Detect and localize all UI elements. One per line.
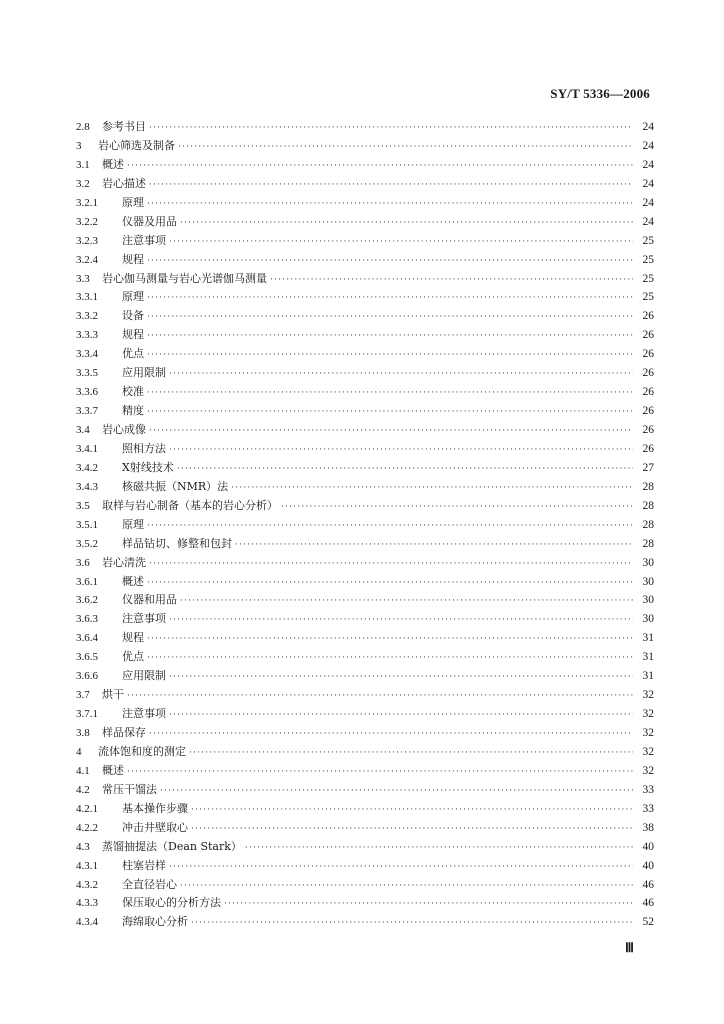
toc-entry[interactable] <box>76 857 654 876</box>
toc-entry[interactable] <box>76 270 654 289</box>
toc-entry-title: X射线技术 <box>122 460 174 474</box>
toc-entry[interactable] <box>76 838 654 857</box>
toc-entry-page: 26 <box>642 405 654 418</box>
toc-entry[interactable] <box>76 307 654 326</box>
toc-entry[interactable] <box>76 667 654 686</box>
toc-entry-number: 3.7.1 <box>76 708 98 721</box>
toc-entry[interactable] <box>76 591 654 610</box>
toc-entry-page: 24 <box>642 121 654 133</box>
toc-entry-page: 25 <box>642 253 654 266</box>
toc-entry-title: 原理 <box>122 290 144 304</box>
dot-leader <box>180 214 633 233</box>
dot-leader <box>177 460 633 479</box>
toc-entry[interactable] <box>76 251 654 270</box>
toc-entry-title: 仪器和用品 <box>122 593 177 607</box>
dot-leader <box>245 839 633 858</box>
toc-entry-number: 3.1 <box>76 158 90 171</box>
toc-entry-title: 流体饱和度的测定 <box>98 744 186 758</box>
toc-entry-number: 3.4 <box>76 424 90 436</box>
toc-entry-number: 3.3.5 <box>76 367 98 380</box>
toc-entry-title: 优点 <box>122 650 144 664</box>
toc-entry-number: 4.2 <box>76 783 90 796</box>
toc-entry[interactable] <box>76 535 654 554</box>
toc-entry-title: 设备 <box>122 309 144 323</box>
dot-leader <box>169 858 633 877</box>
dot-leader <box>180 877 633 896</box>
dot-leader <box>169 611 633 630</box>
toc-entry[interactable] <box>76 194 654 213</box>
toc-entry[interactable] <box>76 175 654 194</box>
toc-entry-number: 3.3.1 <box>76 291 98 304</box>
dot-leader <box>191 801 633 820</box>
toc-entry-title: 照相方法 <box>122 441 166 455</box>
toc-entry-title: 烘干 <box>102 688 124 702</box>
toc-entry[interactable] <box>76 648 654 667</box>
standard-code: SY/T 5336—2006 <box>550 86 650 101</box>
dot-leader <box>149 725 633 744</box>
toc-entry-page: 28 <box>642 537 654 550</box>
dot-leader <box>147 252 633 271</box>
toc-entry-title: 岩心描述 <box>102 176 146 190</box>
toc-entry-title: 样品钻切、修整和包封 <box>122 536 232 550</box>
dot-leader <box>169 668 633 687</box>
toc-entry-page: 27 <box>642 461 654 474</box>
toc-entry[interactable] <box>76 610 654 629</box>
toc-entry-title: 取样与岩心制备（基本的岩心分析） <box>102 498 278 512</box>
toc-entry-number: 2.8 <box>76 121 90 133</box>
dot-leader <box>191 820 633 839</box>
toc-entry-page: 30 <box>642 613 654 626</box>
toc-entry[interactable] <box>76 516 654 535</box>
toc-entry-page: 40 <box>642 840 654 853</box>
table-of-contents <box>76 118 654 932</box>
toc-entry[interactable] <box>76 118 654 137</box>
toc-entry-number: 3.5.2 <box>76 537 98 550</box>
toc-entry-page: 28 <box>642 518 654 531</box>
toc-entry-number: 4.1 <box>76 764 90 777</box>
dot-leader <box>147 574 633 593</box>
dot-leader <box>149 555 633 574</box>
dot-leader <box>127 687 633 706</box>
toc-entry-number: 3.3.7 <box>76 405 98 418</box>
toc-entry-title: 原理 <box>122 517 144 531</box>
toc-entry-title: 样品保存 <box>102 726 146 739</box>
toc-entry[interactable] <box>76 459 654 478</box>
dot-leader <box>147 649 633 668</box>
dot-leader <box>149 119 633 138</box>
toc-entry-title: 注意事项 <box>122 233 166 247</box>
toc-entry-title: 岩心成像 <box>102 423 146 436</box>
toc-entry-page: 26 <box>642 386 654 399</box>
dot-leader <box>147 517 633 536</box>
toc-entry-number: 3.2.3 <box>76 234 98 247</box>
toc-entry-page: 31 <box>642 632 654 645</box>
toc-entry-title: 岩心筛选及制备 <box>98 138 175 152</box>
toc-entry-title: 规程 <box>122 631 144 645</box>
dot-leader <box>235 536 633 555</box>
toc-entry[interactable] <box>76 573 654 592</box>
toc-entry-title: 岩心清洗 <box>102 555 146 569</box>
dot-leader <box>149 422 633 441</box>
toc-entry[interactable] <box>76 724 654 743</box>
toc-entry-page: 26 <box>642 442 654 455</box>
dot-leader <box>147 327 633 346</box>
dot-leader <box>127 763 633 782</box>
dot-leader <box>127 157 633 176</box>
toc-entry[interactable] <box>76 345 654 364</box>
toc-entry-number: 3.6.5 <box>76 651 98 664</box>
toc-entry-page: 32 <box>642 745 654 758</box>
toc-entry-page: 24 <box>642 158 654 171</box>
toc-entry-page: 32 <box>642 764 654 777</box>
toc-entry-number: 3 <box>76 139 82 152</box>
toc-entry-title: 概述 <box>102 157 124 171</box>
dot-leader <box>147 289 633 308</box>
toc-entry-number: 3.3 <box>76 272 90 285</box>
toc-entry-title: 柱塞岩样 <box>122 858 166 872</box>
toc-entry-number: 4.3.3 <box>76 897 98 910</box>
toc-entry-number: 3.3.6 <box>76 386 98 399</box>
toc-entry[interactable] <box>76 762 654 781</box>
toc-entry[interactable] <box>76 743 654 762</box>
toc-entry-page: 24 <box>642 139 654 152</box>
toc-entry-title: 仪器及用品 <box>122 214 177 228</box>
toc-entry-number: 3.4.2 <box>76 461 98 474</box>
toc-entry[interactable] <box>76 819 654 838</box>
toc-entry-page: 52 <box>642 916 654 929</box>
toc-entry-page: 46 <box>642 878 654 891</box>
toc-entry-title: 岩心伽马测量与岩心光谱伽马测量 <box>102 271 267 285</box>
toc-entry[interactable] <box>76 421 654 440</box>
toc-entry-page: 26 <box>642 310 654 323</box>
toc-entry-title: 保压取心的分析方法 <box>122 896 221 910</box>
toc-entry-page: 30 <box>642 575 654 588</box>
toc-entry-page: 24 <box>642 196 654 209</box>
dot-leader <box>270 271 633 290</box>
toc-entry-number: 3.8 <box>76 727 90 739</box>
dot-leader <box>281 498 633 517</box>
toc-entry-title: 冲击井壁取心 <box>122 820 188 834</box>
toc-entry[interactable] <box>76 137 654 156</box>
toc-entry[interactable] <box>76 497 654 516</box>
toc-entry-page: 33 <box>642 783 654 796</box>
dot-leader <box>224 895 633 914</box>
toc-entry[interactable] <box>76 440 654 459</box>
toc-entry-page: 24 <box>642 215 654 228</box>
toc-entry-title: 核磁共振（NMR）法 <box>122 479 229 493</box>
toc-entry-number: 3.6.3 <box>76 613 98 626</box>
dot-leader <box>180 592 633 611</box>
toc-entry-title: 规程 <box>122 328 144 342</box>
toc-entry[interactable] <box>76 213 654 232</box>
toc-entry-number: 3.2.2 <box>76 215 98 228</box>
toc-entry[interactable] <box>76 402 654 421</box>
dot-leader <box>191 914 633 933</box>
toc-entry[interactable] <box>76 364 654 383</box>
toc-entry-number: 3.3.4 <box>76 348 98 361</box>
dot-leader <box>147 384 633 403</box>
toc-entry-number: 3.4.1 <box>76 442 98 455</box>
toc-entry-title: 蒸馏抽提法（Dean Stark） <box>102 839 242 853</box>
toc-entry-number: 3.5.1 <box>76 518 98 531</box>
toc-entry-title: 校准 <box>122 385 144 399</box>
toc-entry-number: 3.6.4 <box>76 632 98 645</box>
dot-leader <box>147 195 633 214</box>
toc-entry-number: 3.4.3 <box>76 480 98 493</box>
toc-entry-title: 应用限制 <box>122 669 166 683</box>
dot-leader <box>160 782 633 801</box>
toc-entry-title: 全直径岩心 <box>122 877 177 891</box>
toc-entry-page: 32 <box>642 708 654 721</box>
toc-entry-page: 30 <box>642 556 654 569</box>
toc-entry-number: 3.3.2 <box>76 310 98 323</box>
toc-entry-number: 3.2.4 <box>76 253 98 266</box>
dot-leader <box>178 138 633 157</box>
toc-entry-title: 概述 <box>122 574 144 588</box>
dot-leader <box>147 630 633 649</box>
toc-entry[interactable] <box>76 326 654 345</box>
toc-entry-title: 常压干馏法 <box>102 782 157 796</box>
toc-entry-page: 28 <box>642 480 654 493</box>
toc-entry-title: 原理 <box>122 195 144 209</box>
toc-entry-title: 注意事项 <box>122 612 166 626</box>
toc-entry-number: 4.2.1 <box>76 802 98 815</box>
toc-entry-title: 参考书目 <box>102 120 146 133</box>
toc-entry-number: 4.3.2 <box>76 878 98 891</box>
toc-entry[interactable] <box>76 554 654 573</box>
toc-entry[interactable] <box>76 705 654 724</box>
toc-entry-title: 规程 <box>122 252 144 266</box>
toc-entry-number: 3.6.2 <box>76 594 98 607</box>
toc-entry-page: 33 <box>642 802 654 815</box>
toc-entry-number: 3.6.6 <box>76 670 98 683</box>
dot-leader <box>189 744 633 763</box>
dot-leader <box>169 441 633 460</box>
toc-entry-number: 3.3.3 <box>76 329 98 342</box>
dot-leader <box>169 706 633 725</box>
toc-entry-page: 26 <box>642 367 654 380</box>
toc-entry-page: 30 <box>642 594 654 607</box>
toc-entry-page: 26 <box>642 424 654 436</box>
toc-entry-number: 3.2.1 <box>76 196 98 209</box>
toc-entry-number: 4.3.1 <box>76 859 98 872</box>
dot-leader <box>147 346 633 365</box>
toc-entry-page: 32 <box>642 689 654 702</box>
toc-entry-page: 40 <box>642 859 654 872</box>
toc-entry-page: 25 <box>642 272 654 285</box>
dot-leader <box>147 308 633 327</box>
toc-entry-number: 4.3 <box>76 840 90 853</box>
toc-entry-number: 3.6 <box>76 556 90 569</box>
toc-entry-title: 精度 <box>122 404 144 418</box>
toc-entry-page: 24 <box>642 177 654 190</box>
toc-entry-title: 优点 <box>122 347 144 361</box>
toc-entry-number: 3.5 <box>76 499 90 512</box>
toc-entry[interactable] <box>76 383 654 402</box>
toc-entry-number: 4 <box>76 745 82 758</box>
toc-entry-title: 应用限制 <box>122 366 166 380</box>
toc-entry-number: 4.2.2 <box>76 821 98 834</box>
toc-entry-title: 海绵取心分析 <box>122 915 188 929</box>
dot-leader <box>169 365 633 384</box>
toc-entry-number: 3.6.1 <box>76 575 98 588</box>
toc-entry-page: 26 <box>642 329 654 342</box>
toc-entry-number: 4.3.4 <box>76 916 98 929</box>
dot-leader <box>147 403 633 422</box>
toc-entry[interactable] <box>76 894 654 913</box>
toc-entry-page: 28 <box>642 499 654 512</box>
toc-entry-title: 注意事项 <box>122 707 166 721</box>
dot-leader <box>149 176 633 195</box>
toc-entry-page: 46 <box>642 897 654 910</box>
toc-entry[interactable] <box>76 156 654 175</box>
toc-entry[interactable] <box>76 686 654 705</box>
toc-entry-page: 32 <box>642 727 654 739</box>
toc-entry-number: 3.7 <box>76 689 90 702</box>
toc-entry-page: 31 <box>642 651 654 664</box>
toc-entry[interactable] <box>76 232 654 251</box>
toc-entry-page: 25 <box>642 234 654 247</box>
toc-entry-page: 38 <box>642 821 654 834</box>
toc-entry[interactable] <box>76 478 654 497</box>
toc-entry[interactable] <box>76 913 654 932</box>
toc-entry-number: 3.2 <box>76 177 90 190</box>
toc-entry-title: 基本操作步骤 <box>122 801 188 815</box>
toc-entry[interactable] <box>76 288 654 307</box>
toc-entry-title: 概述 <box>102 763 124 777</box>
toc-entry-page: 25 <box>642 291 654 304</box>
dot-leader <box>231 479 633 498</box>
toc-entry[interactable] <box>76 800 654 819</box>
toc-entry[interactable] <box>76 876 654 895</box>
toc-entry[interactable] <box>76 781 654 800</box>
dot-leader <box>169 233 633 252</box>
toc-entry-page: 26 <box>642 348 654 361</box>
page-number: Ⅲ <box>625 940 634 955</box>
toc-entry[interactable] <box>76 629 654 648</box>
toc-entry-page: 31 <box>642 670 654 683</box>
